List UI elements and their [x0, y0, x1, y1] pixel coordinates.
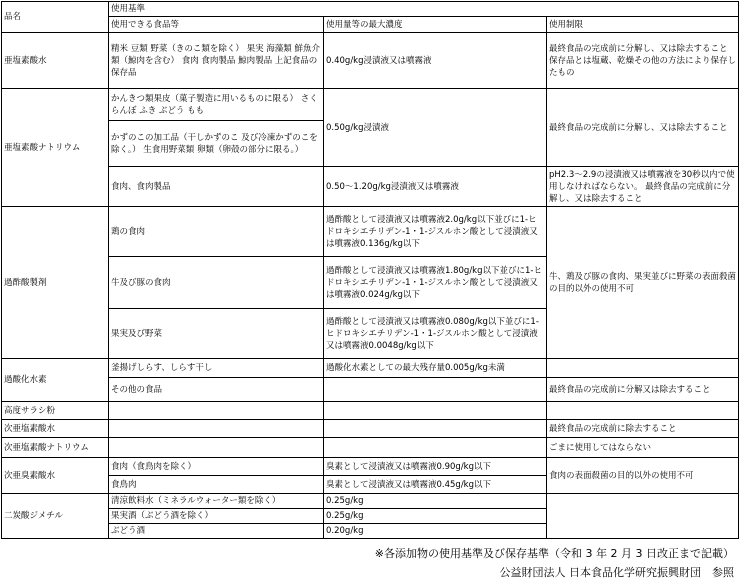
item-limit: [547, 402, 739, 420]
item-name: 次亜臭素酸水: [2, 458, 109, 494]
item-max: 0.50g/kg浸漬液: [324, 89, 547, 167]
item-foods: 牛及び豚の食肉: [109, 257, 324, 309]
header-standard: 使用基準: [109, 2, 739, 17]
footnote-standards: ※各添加物の使用基準及び保存基準（令和 3 年 2 月 3 日改正まで記載）: [374, 547, 734, 560]
item-limit: 最終食品の完成前に分解し、又は除去すること: [547, 89, 739, 167]
item-max: [324, 378, 547, 402]
item-name: 亜塩素酸水: [2, 33, 109, 89]
table-row: [2, 420, 739, 438]
table-row: [2, 89, 739, 121]
item-max: 過酢酸として浸漬液又は噴霧液0.080g/kg以下並びに1-ヒドロキシエチリデン-1・1-ジスルホン酸として浸漬液又は噴霧液0.0048g/kg以下: [324, 309, 547, 359]
item-limit: [547, 494, 739, 539]
item-max: 0.20g/kg: [324, 524, 547, 539]
table-row: [2, 438, 739, 458]
item-foods: [109, 438, 324, 458]
item-name: 高度サラシ粉: [2, 402, 109, 420]
item-max: 過酸化水素としての最大残存量0.005g/kg未満: [324, 359, 547, 378]
item-max: 過酢酸として浸漬液又は噴霧液2.0g/kg以下並びに1-ヒドロキシエチリデン-1・1-ジスルホン酸として浸漬液又は噴霧液0.136g/kg以下: [324, 207, 547, 257]
item-limit: 牛、鶏及び豚の食肉、果実並びに野菜の表面殺菌の目的以外の使用不可: [547, 207, 739, 359]
item-limit: 最終食品の完成前に分解し、又は除去すること 保存品とは塩蔵、乾燥その他の方法により保存したもの: [547, 33, 739, 89]
item-foods: ぶどう酒: [109, 524, 324, 539]
item-foods: 清涼飲料水（ミネラルウォーター類を除く）: [109, 494, 324, 509]
table-row: [2, 167, 739, 207]
table-row: [2, 207, 739, 257]
header-row: [2, 2, 739, 17]
item-limit: [547, 359, 739, 378]
item-name: 次亜塩素酸ナトリウム: [2, 438, 109, 458]
header-limit: 使用制限: [547, 17, 739, 33]
table-row: [2, 458, 739, 476]
item-name: 二炭酸ジメチル: [2, 494, 109, 539]
header-name: 品名: [2, 2, 109, 33]
item-foods: 果実及び野菜: [109, 309, 324, 359]
item-name: 過酸化水素: [2, 359, 109, 402]
item-max: [324, 438, 547, 458]
item-max: [324, 402, 547, 420]
item-foods: 釜揚げしらす、しらす干し: [109, 359, 324, 378]
item-foods: 食肉、食肉製品: [109, 167, 324, 207]
item-foods: [109, 420, 324, 438]
item-limit: 最終食品の完成前に分解又は除去すること: [547, 378, 739, 402]
item-foods: 鶏の食肉: [109, 207, 324, 257]
item-name: 過酢酸製剤: [2, 207, 109, 359]
item-limit: 食肉の表面殺菌の目的以外の使用不可: [547, 458, 739, 494]
item-limit: 最終食品の完成前に除去すること: [547, 420, 739, 438]
item-max: 0.40g/kg浸漬液又は噴霧液: [324, 33, 547, 89]
usage-standards-table: [1, 1, 739, 539]
item-foods: [109, 402, 324, 420]
item-name: 亜塩素酸ナトリウム: [2, 89, 109, 207]
item-limit: pH2.3～2.9の浸漬液又は噴霧液を30秒以内で使用しなければならない。 最終食品の完成前に分解し、又は除去すること: [547, 167, 739, 207]
table-row: [2, 33, 739, 89]
item-max: 0.50～1.20g/kg浸漬液又は噴霧液: [324, 167, 547, 207]
item-name: 次亜塩素酸水: [2, 420, 109, 438]
item-foods: 果実酒（ぶどう酒を除く）: [109, 509, 324, 524]
header-max: 使用量等の最大濃度: [324, 17, 547, 33]
item-max: [324, 420, 547, 438]
item-max: 過酢酸として浸漬液又は噴霧液1.80g/kg以下並びに1-ヒドロキシエチリデン-1・1-ジスルホン酸として浸漬液又は噴霧液0.024g/kg以下: [324, 257, 547, 309]
item-foods: 食鳥肉: [109, 476, 324, 494]
item-max: 0.25g/kg: [324, 509, 547, 524]
table-row: [2, 359, 739, 378]
item-foods: かんきつ類果皮（菓子製造に用いるものに限る） さくらんぼ ふき ぶどう もも: [109, 89, 324, 121]
footnote-source: 公益財団法人 日本食品化学研究振興財団 参照: [499, 566, 734, 579]
item-foods: かずのこの加工品（干しかずのこ 及び冷凍かずのこを除く。） 生食用野菜類 卵類（卵殻の部分に限る。）: [109, 121, 324, 167]
subheader-row: [2, 17, 739, 33]
table-row: [2, 402, 739, 420]
item-limit: ごまに使用してはならない: [547, 438, 739, 458]
table-row: [2, 378, 739, 402]
item-foods: 精米 豆類 野菜（きのこ類を除く） 果実 海藻類 鮮魚介類（鯨肉を含む） 食肉 食肉製品 鯨肉製品 上記食品の保存品: [109, 33, 324, 89]
item-foods: 食肉（食鳥肉を除く）: [109, 458, 324, 476]
table-row: [2, 494, 739, 509]
item-max: 0.25g/kg: [324, 494, 547, 509]
header-foods: 使用できる食品等: [109, 17, 324, 33]
item-max: 臭素として浸漬液又は噴霧液0.90g/kg以下: [324, 458, 547, 476]
item-max: 臭素として浸漬液又は噴霧液0.45g/kg以下: [324, 476, 547, 494]
item-foods: その他の食品: [109, 378, 324, 402]
